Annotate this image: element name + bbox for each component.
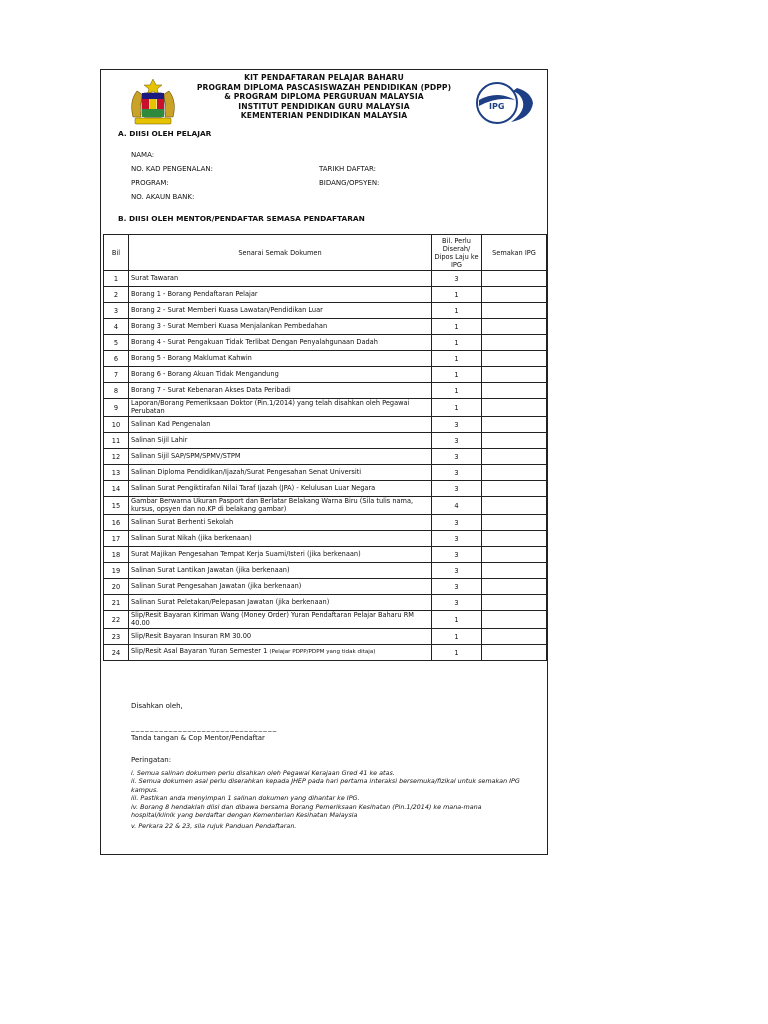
col-header-senarai: Senarai Semak Dokumen: [129, 235, 432, 271]
row-number: 13: [104, 465, 129, 481]
row-semakan-cell[interactable]: [482, 303, 547, 319]
table-row: [104, 531, 547, 547]
row-quantity: 3: [432, 433, 482, 449]
table-row: [104, 547, 547, 563]
row-document-text: Laporan/Borang Pemeriksaan Doktor (Pin.1/2014) yang telah disahkan oleh Pegawai Perubatan: [131, 398, 410, 415]
table-row: [104, 335, 547, 351]
row-semakan-cell[interactable]: [482, 531, 547, 547]
row-document: [129, 563, 432, 579]
row-semakan-cell[interactable]: [482, 335, 547, 351]
row-quantity: 1: [432, 303, 482, 319]
row-document-text: Salinan Surat Berhenti Sekolah: [131, 517, 234, 526]
row-number: 4: [104, 319, 129, 335]
table-row: [104, 383, 547, 399]
svg-text:IPG: IPG: [489, 102, 505, 111]
row-document: [129, 531, 432, 547]
row-document: [129, 383, 432, 399]
row-document-note: (Pelajar PDPP/PDPM yang tidak ditaja): [269, 649, 376, 656]
row-semakan-cell[interactable]: [482, 611, 547, 629]
table-row: [104, 595, 547, 611]
row-quantity: 3: [432, 481, 482, 497]
row-semakan-cell[interactable]: [482, 595, 547, 611]
table-row: [104, 351, 547, 367]
row-quantity: 3: [432, 531, 482, 547]
row-document-text: Salinan Diploma Pendidikan/Ijazah/Surat Pengesahan Senat Universiti: [131, 467, 362, 476]
row-semakan-cell[interactable]: [482, 563, 547, 579]
row-number: 10: [104, 417, 129, 433]
table-row: [104, 417, 547, 433]
row-semakan-cell[interactable]: [482, 367, 547, 383]
row-quantity: 1: [432, 611, 482, 629]
row-semakan-cell[interactable]: [482, 319, 547, 335]
table-row: [104, 563, 547, 579]
row-document-text: Borang 3 - Surat Memberi Kuasa Menjalankan Pembedahan: [131, 321, 328, 330]
row-document-text: Salinan Sijil Lahir: [131, 435, 188, 444]
row-document: [129, 547, 432, 563]
row-quantity: 3: [432, 515, 482, 531]
table-row: [104, 449, 547, 465]
note-item: i. Semua salinan dokumen perlu disahkan oleh Pegawai Kerajaan Gred 41 ke atas.: [131, 769, 395, 777]
row-semakan-cell[interactable]: [482, 449, 547, 465]
signature-line: _ _ _ _ _ _ _ _ _ _ _ _ _ _ _ _ _ _ _ _ _ _ _ _ _ _ _ _ _ _ _: [131, 724, 276, 732]
row-semakan-cell[interactable]: [482, 515, 547, 531]
note-item: iv. Borang 8 hendaklah diisi dan dibawa bersama Borang Pemeriksaan Kesihatan (Pin.1/2014) ke mana-mana hospital/klinik yang berdaftar dengan Kementerian Kesihatan Malaysia: [131, 802, 482, 820]
header-line-3: & PROGRAM DIPLOMA PERGURUAN MALAYSIA: [224, 92, 424, 101]
row-quantity: 3: [432, 271, 482, 287]
table-header-row: [104, 235, 547, 271]
row-quantity: 1: [432, 399, 482, 417]
row-number: 6: [104, 351, 129, 367]
row-document: [129, 433, 432, 449]
row-document-text: Salinan Surat Pengesahan Jawatan (jika berkenaan): [131, 581, 302, 590]
row-document: [129, 611, 432, 629]
row-document-text: Salinan Surat Lantikan Jawatan (jika berkenaan): [131, 565, 290, 574]
header-title: KIT PENDAFTARAN PELAJAR BAHARU: [244, 73, 404, 82]
header-line-2: PROGRAM DIPLOMA PASCASISWAZAH PENDIDIKAN (PDPP): [196, 82, 452, 92]
table-row: [104, 629, 547, 645]
table-row: [104, 287, 547, 303]
row-document-text: Borang 7 - Surat Kebenaran Akses Data Peribadi: [131, 385, 291, 394]
note-item: v. Perkara 22 & 23, sila rujuk Panduan Pendaftaran.: [131, 822, 297, 831]
row-document: [129, 629, 432, 645]
row-quantity: 1: [432, 367, 482, 383]
row-quantity: 1: [432, 629, 482, 645]
document-checklist-table: [103, 234, 547, 661]
table-row: [104, 303, 547, 319]
row-document-text: Slip/Resit Bayaran Insuran RM 30.00: [131, 631, 252, 640]
row-document-text: Borang 4 - Surat Pengakuan Tidak Terlibat Dengan Penyalahgunaan Dadah: [131, 337, 378, 346]
row-document: [129, 417, 432, 433]
document-page: [100, 69, 548, 855]
note-item: iii. Pastikan anda menyimpan 1 salinan dokumen yang dihantar ke IPG.: [131, 794, 360, 803]
table-row: [104, 319, 547, 335]
col-header-bil: Bil: [104, 235, 129, 271]
row-semakan-cell[interactable]: [482, 417, 547, 433]
row-number: 14: [104, 481, 129, 497]
row-document: [129, 515, 432, 531]
row-semakan-cell[interactable]: [482, 383, 547, 399]
row-quantity: 1: [432, 319, 482, 335]
row-document-text: Slip/Resit Asal Bayaran Yuran Semester 1: [131, 647, 268, 656]
row-quantity: 4: [432, 497, 482, 515]
row-quantity: 3: [432, 449, 482, 465]
row-document-text: Borang 2 - Surat Memberi Kuasa Lawatan/Pendidikan Luar: [131, 305, 323, 314]
row-number: 3: [104, 303, 129, 319]
row-document: [129, 367, 432, 383]
section-b-title: B. DIISI OLEH MENTOR/PENDAFTAR SEMASA PENDAFTARAN: [118, 214, 365, 223]
section-a-title: A. DIISI OLEH PELAJAR: [118, 129, 212, 138]
field-nama: NAMA:: [131, 151, 155, 159]
row-document: [129, 351, 432, 367]
row-document: [129, 645, 432, 661]
row-number: 9: [104, 399, 129, 417]
row-document: [129, 465, 432, 481]
row-document: [129, 449, 432, 465]
row-document: [129, 579, 432, 595]
notes-list: [131, 769, 521, 831]
table-row: [104, 579, 547, 595]
row-document-text: Surat Tawaran: [131, 273, 179, 282]
header-line-5: KEMENTERIAN PENDIDIKAN MALAYSIA: [240, 111, 408, 120]
tanda-tangan-label: Tanda tangan & Cop Mentor/Pendaftar: [131, 734, 265, 742]
table-row: [104, 399, 547, 417]
row-document: [129, 303, 432, 319]
row-number: 18: [104, 547, 129, 563]
col-header-bil-perlu: Bil. Perlu Diserah/ Dipos Laju ke IPG: [432, 235, 482, 271]
row-semakan-cell[interactable]: [482, 645, 547, 661]
field-bidang-opsyen: BIDANG/OPSYEN:: [319, 179, 380, 187]
row-number: 5: [104, 335, 129, 351]
row-number: 19: [104, 563, 129, 579]
row-quantity: 3: [432, 547, 482, 563]
row-document: [129, 399, 432, 417]
table-row: [104, 515, 547, 531]
row-number: 20: [104, 579, 129, 595]
document-header: [101, 73, 547, 121]
row-document-text: Borang 6 - Borang Akuan Tidak Mengandung: [131, 369, 279, 378]
row-quantity: 3: [432, 579, 482, 595]
row-quantity: 3: [432, 417, 482, 433]
row-quantity: 3: [432, 563, 482, 579]
row-number: 8: [104, 383, 129, 399]
row-document-text: Borang 1 - Borang Pendaftaran Pelajar: [131, 289, 258, 298]
table-row: [104, 433, 547, 449]
row-document: [129, 271, 432, 287]
row-document: [129, 319, 432, 335]
row-semakan-cell[interactable]: [482, 271, 547, 287]
row-number: 11: [104, 433, 129, 449]
header-line-4: INSTITUT PENDIDIKAN GURU MALAYSIA: [238, 101, 410, 111]
row-number: 7: [104, 367, 129, 383]
row-number: 23: [104, 629, 129, 645]
table-row: [104, 645, 547, 661]
field-program: PROGRAM:: [131, 179, 169, 187]
row-quantity: 1: [432, 335, 482, 351]
table-row: [104, 367, 547, 383]
row-document-text: Salinan Surat Peletakan/Pelepasan Jawatan (jika berkenaan): [131, 597, 330, 606]
col-header-semakan: Semakan IPG: [482, 235, 547, 271]
row-number: 15: [104, 497, 129, 515]
row-number: 16: [104, 515, 129, 531]
row-number: 22: [104, 611, 129, 629]
row-semakan-cell[interactable]: [482, 351, 547, 367]
row-quantity: 3: [432, 465, 482, 481]
row-semakan-cell[interactable]: [482, 497, 547, 515]
row-document-text: Borang 5 - Borang Maklumat Kahwin: [131, 353, 252, 362]
row-semakan-cell[interactable]: [482, 287, 547, 303]
row-document: [129, 481, 432, 497]
table-row: [104, 481, 547, 497]
note-item: ii. Semua dokumen asal perlu diserahkan kepada JHEP pada hari pertama interaksi bersemuka/fizikal untuk semakan IPG kampus.: [131, 777, 520, 794]
peringatan-title: Peringatan:: [131, 756, 172, 764]
table-row: [104, 497, 547, 515]
row-document-text: Surat Majikan Pengesahan Tempat Kerja Suami/Isteri (jika berkenaan): [131, 549, 361, 558]
row-document: [129, 287, 432, 303]
row-document-text: Salinan Kad Pengenalan: [131, 419, 211, 428]
row-document-text: Salinan Sijil SAP/SPM/SPMV/STPM: [131, 451, 241, 460]
row-number: 12: [104, 449, 129, 465]
row-number: 24: [104, 645, 129, 661]
table-row: [104, 271, 547, 287]
field-kad-pengenalan: NO. KAD PENGENALAN:: [131, 165, 213, 173]
disahkan-oleh-label: Disahkan oleh,: [131, 702, 183, 710]
field-akaun-bank: NO. AKAUN BANK:: [131, 193, 195, 201]
table-row: [104, 465, 547, 481]
row-document: [129, 497, 432, 515]
row-document-text: Gambar Berwarna Ukuran Pasport dan Berlatar Belakang Warna Biru (Sila tulis nama, kursus, opsyen dan no.KP di belakang gambar): [131, 496, 414, 513]
row-document-text: Salinan Surat Nikah (jika berkenaan): [131, 533, 252, 542]
row-semakan-cell[interactable]: [482, 433, 547, 449]
row-quantity: 1: [432, 351, 482, 367]
row-document-text: Slip/Resit Bayaran Kiriman Wang (Money Order) Yuran Pendaftaran Pelajar Baharu RM 40.00: [131, 610, 414, 627]
row-quantity: 1: [432, 287, 482, 303]
row-semakan-cell[interactable]: [482, 629, 547, 645]
row-semakan-cell[interactable]: [482, 465, 547, 481]
row-number: 2: [104, 287, 129, 303]
row-number: 1: [104, 271, 129, 287]
row-semakan-cell[interactable]: [482, 481, 547, 497]
row-document: [129, 335, 432, 351]
row-quantity: 3: [432, 595, 482, 611]
row-document: [129, 595, 432, 611]
row-quantity: 1: [432, 383, 482, 399]
field-tarikh-daftar: TARIKH DAFTAR:: [319, 165, 377, 173]
row-number: 17: [104, 531, 129, 547]
row-document-text: Salinan Surat Pengiktirafan Nilai Taraf Ijazah (JPA) - Kelulusan Luar Negara: [131, 483, 376, 492]
row-semakan-cell[interactable]: [482, 579, 547, 595]
row-quantity: 1: [432, 645, 482, 661]
row-number: 21: [104, 595, 129, 611]
row-semakan-cell[interactable]: [482, 547, 547, 563]
table-row: [104, 611, 547, 629]
row-semakan-cell[interactable]: [482, 399, 547, 417]
